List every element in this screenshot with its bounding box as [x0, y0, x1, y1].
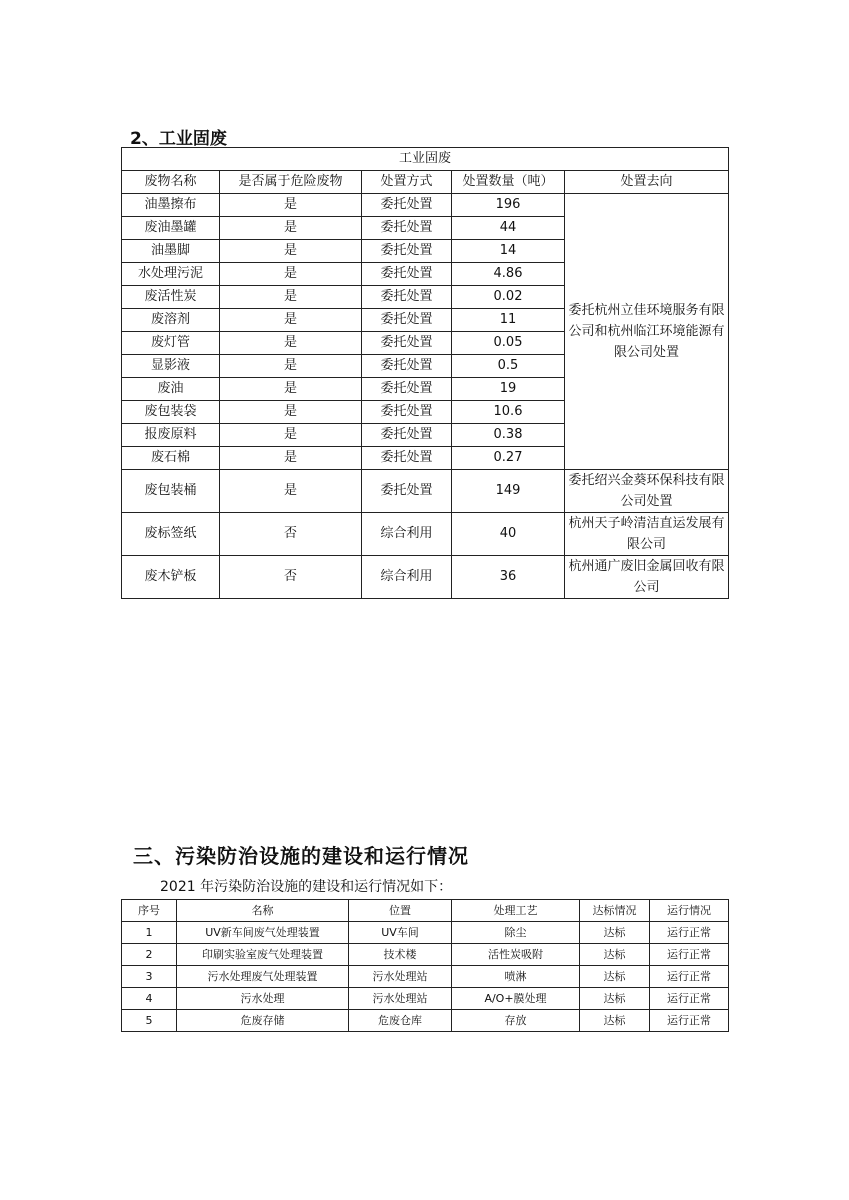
- disposal-qty: 36: [452, 556, 565, 599]
- waste-name: 废溶剂: [122, 309, 220, 332]
- operation-status: 运行正常: [650, 922, 729, 944]
- disposal-destination: 杭州天子岭清洁直运发展有限公司: [565, 513, 729, 556]
- hazard-flag: 是: [220, 355, 362, 378]
- disposal-method: 委托处置: [362, 263, 452, 286]
- compliance-status: 达标: [580, 1010, 650, 1032]
- row-number: 2: [122, 944, 177, 966]
- col-header: 是否属于危险废物: [220, 171, 362, 194]
- table-row: [122, 944, 729, 966]
- waste-name: 废石棉: [122, 447, 220, 470]
- waste-name: 油墨脚: [122, 240, 220, 263]
- disposal-qty: 0.38: [452, 424, 565, 447]
- treatment-process: 活性炭吸附: [452, 944, 580, 966]
- table-row: [122, 194, 729, 217]
- col-header: 名称: [177, 900, 349, 922]
- col-header: 处置去向: [565, 171, 729, 194]
- treatment-process: A/O+膜处理: [452, 988, 580, 1010]
- compliance-status: 达标: [580, 966, 650, 988]
- table-row: [122, 1010, 729, 1032]
- facility-name: 印刷实验室废气处理装置: [177, 944, 349, 966]
- col-header: 废物名称: [122, 171, 220, 194]
- table-row: [122, 966, 729, 988]
- row-number: 4: [122, 988, 177, 1010]
- waste-name: 显影液: [122, 355, 220, 378]
- col-header: 运行情况: [650, 900, 729, 922]
- waste-name: 水处理污泥: [122, 263, 220, 286]
- facility-name: 污水处理: [177, 988, 349, 1010]
- disposal-method: 委托处置: [362, 355, 452, 378]
- waste-name: 废包装袋: [122, 401, 220, 424]
- table-row: [122, 922, 729, 944]
- treatment-process: 存放: [452, 1010, 580, 1032]
- waste-name: 废油墨罐: [122, 217, 220, 240]
- industrial-waste-table: [121, 147, 729, 599]
- operation-status: 运行正常: [650, 966, 729, 988]
- hazard-flag: 是: [220, 194, 362, 217]
- col-header: 达标情况: [580, 900, 650, 922]
- disposal-qty: 11: [452, 309, 565, 332]
- facility-name: UV新车间废气处理装置: [177, 922, 349, 944]
- disposal-qty: 19: [452, 378, 565, 401]
- waste-name: 废油: [122, 378, 220, 401]
- waste-name: 废活性炭: [122, 286, 220, 309]
- row-number: 5: [122, 1010, 177, 1032]
- col-header: 处置数量（吨）: [452, 171, 565, 194]
- disposal-destination: 委托杭州立佳环境服务有限公司和杭州临江环境能源有限公司处置: [565, 194, 729, 470]
- disposal-method: 委托处置: [362, 470, 452, 513]
- facility-location: 技术楼: [349, 944, 452, 966]
- hazard-flag: 是: [220, 424, 362, 447]
- disposal-qty: 10.6: [452, 401, 565, 424]
- disposal-qty: 14: [452, 240, 565, 263]
- hazard-flag: 是: [220, 263, 362, 286]
- disposal-method: 委托处置: [362, 286, 452, 309]
- disposal-qty: 0.27: [452, 447, 565, 470]
- hazard-flag: 是: [220, 286, 362, 309]
- compliance-status: 达标: [580, 988, 650, 1010]
- waste-name: 废灯管: [122, 332, 220, 355]
- disposal-method: 委托处置: [362, 401, 452, 424]
- operation-status: 运行正常: [650, 988, 729, 1010]
- disposal-qty: 0.5: [452, 355, 565, 378]
- treatment-process: 除尘: [452, 922, 580, 944]
- table-row: [122, 470, 729, 513]
- hazard-flag: 是: [220, 447, 362, 470]
- hazard-flag: 否: [220, 556, 362, 599]
- hazard-flag: 是: [220, 332, 362, 355]
- disposal-qty: 0.02: [452, 286, 565, 309]
- facility-location: UV车间: [349, 922, 452, 944]
- table-row: [122, 988, 729, 1010]
- disposal-method: 委托处置: [362, 424, 452, 447]
- hazard-flag: 是: [220, 240, 362, 263]
- table-row: [122, 513, 729, 556]
- operation-status: 运行正常: [650, 1010, 729, 1032]
- hazard-flag: 是: [220, 401, 362, 424]
- col-header: 位置: [349, 900, 452, 922]
- col-header: 处理工艺: [452, 900, 580, 922]
- disposal-method: 委托处置: [362, 309, 452, 332]
- disposal-qty: 149: [452, 470, 565, 513]
- hazard-flag: 是: [220, 217, 362, 240]
- facility-location: 危废仓库: [349, 1010, 452, 1032]
- row-number: 3: [122, 966, 177, 988]
- table-header-row: [122, 900, 729, 922]
- disposal-qty: 44: [452, 217, 565, 240]
- hazard-flag: 否: [220, 513, 362, 556]
- treatment-process: 喷淋: [452, 966, 580, 988]
- col-header: 处置方式: [362, 171, 452, 194]
- section-heading-pollution-facilities: 三、污染防治设施的建设和运行情况: [133, 844, 469, 868]
- waste-name: 报废原料: [122, 424, 220, 447]
- disposal-qty: 196: [452, 194, 565, 217]
- facility-name: 危废存储: [177, 1010, 349, 1032]
- disposal-method: 委托处置: [362, 217, 452, 240]
- operation-status: 运行正常: [650, 944, 729, 966]
- disposal-method: 委托处置: [362, 240, 452, 263]
- disposal-method: 综合利用: [362, 513, 452, 556]
- waste-name: 废标签纸: [122, 513, 220, 556]
- disposal-qty: 0.05: [452, 332, 565, 355]
- table-caption-row: [122, 148, 729, 171]
- hazard-flag: 是: [220, 378, 362, 401]
- waste-name: 废木铲板: [122, 556, 220, 599]
- disposal-method: 委托处置: [362, 447, 452, 470]
- facility-name: 污水处理废气处理装置: [177, 966, 349, 988]
- waste-name: 油墨擦布: [122, 194, 220, 217]
- col-header: 序号: [122, 900, 177, 922]
- pollution-facilities-table: [121, 899, 729, 1032]
- facility-location: 污水处理站: [349, 988, 452, 1010]
- disposal-method: 委托处置: [362, 332, 452, 355]
- table-row: [122, 556, 729, 599]
- table-header-row: [122, 171, 729, 194]
- section-heading-industrial-waste: 2、工业固废: [130, 129, 227, 149]
- row-number: 1: [122, 922, 177, 944]
- section-intro: 2021 年污染防治设施的建设和运行情况如下：: [160, 879, 453, 895]
- disposal-destination: 杭州通广废旧金属回收有限公司: [565, 556, 729, 599]
- table-caption: 工业固废: [122, 148, 729, 171]
- facility-location: 污水处理站: [349, 966, 452, 988]
- disposal-method: 委托处置: [362, 194, 452, 217]
- disposal-method: 综合利用: [362, 556, 452, 599]
- disposal-destination: 委托绍兴金葵环保科技有限公司处置: [565, 470, 729, 513]
- disposal-method: 委托处置: [362, 378, 452, 401]
- compliance-status: 达标: [580, 944, 650, 966]
- disposal-qty: 40: [452, 513, 565, 556]
- hazard-flag: 是: [220, 309, 362, 332]
- hazard-flag: 是: [220, 470, 362, 513]
- disposal-qty: 4.86: [452, 263, 565, 286]
- compliance-status: 达标: [580, 922, 650, 944]
- waste-name: 废包装桶: [122, 470, 220, 513]
